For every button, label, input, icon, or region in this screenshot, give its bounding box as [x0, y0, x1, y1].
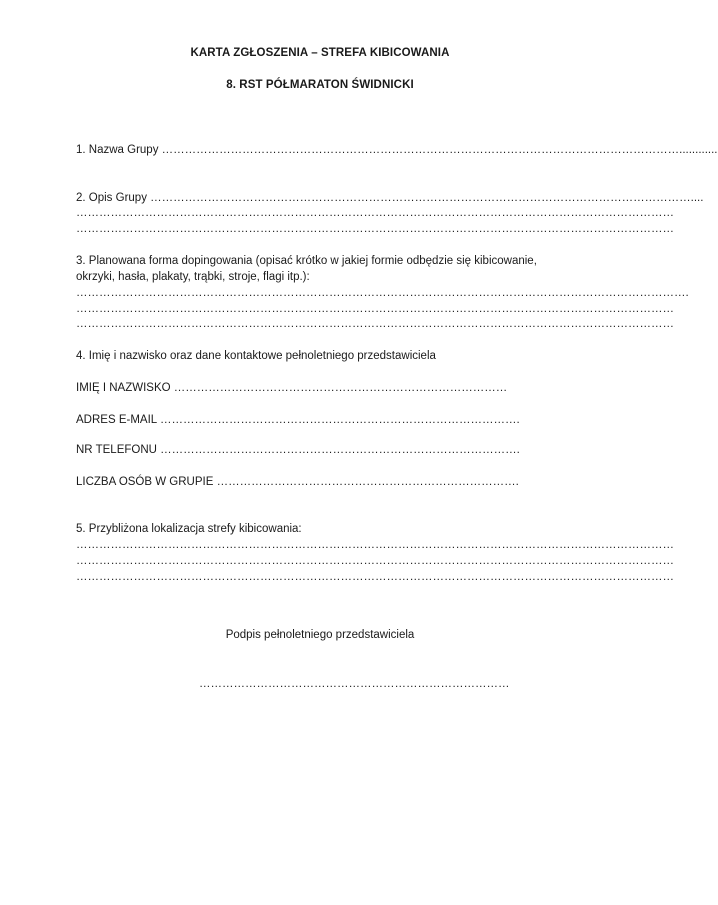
group-name-label: 1. Nazwa Grupy	[76, 144, 162, 156]
group-description-label: 2. Opis Grupy	[76, 192, 151, 204]
group-size-fill: …………………………………………………………………….	[216, 476, 519, 488]
email-fill: ………………………………………………………………………………….	[159, 414, 520, 426]
signature-line[interactable]: ………………………………………………………………………	[199, 678, 510, 690]
location-line[interactable]: …………………………………………………………………………………………………………………………………………	[76, 555, 674, 567]
representative-section-label: 4. Imię i nazwisko oraz dane kontaktowe pełnoletniego przedstawiciela	[76, 350, 436, 362]
cheering-form-line[interactable]: …………………………………………………………………………………………………………………………………………….	[76, 287, 689, 299]
phone-label: NR TELEFONU	[76, 444, 161, 456]
group-description-line[interactable]: …………………………………………………………………………………………………………………………………………	[76, 207, 674, 219]
location-label: 5. Przybliżona lokalizacja strefy kibicowania:	[76, 523, 302, 535]
group-name-fill: ………………………………………………………………………………………………………………………............	[161, 144, 718, 156]
cheering-form-line[interactable]: …………………………………………………………………………………………………………………………………………	[76, 318, 674, 330]
email-field[interactable]	[76, 413, 520, 427]
location-line[interactable]: …………………………………………………………………………………………………………………………………………	[76, 539, 674, 551]
cheering-form-label-line2: okrzyki, hasła, plakaty, trąbki, stroje, flagi itp.):	[76, 271, 310, 283]
cheering-form-label-line1: 3. Planowana forma dopingowania (opisać krótko w jakiej formie odbędzie się kibicowanie,	[76, 255, 537, 267]
full-name-field[interactable]	[76, 381, 508, 395]
full-name-label: IMIĘ I NAZWISKO	[76, 382, 174, 394]
location-line[interactable]: …………………………………………………………………………………………………………………………………………	[76, 571, 674, 583]
email-label: ADRES E-MAIL	[76, 414, 160, 426]
group-size-label: LICZBA OSÓB W GRUPIE	[76, 476, 217, 488]
group-description-line[interactable]: …………………………………………………………………………………………………………………………………………	[76, 223, 674, 235]
form-title: KARTA ZGŁOSZENIA – STREFA KIBICOWANIA	[190, 47, 450, 59]
cheering-form-line[interactable]: …………………………………………………………………………………………………………………………………………	[76, 303, 674, 315]
phone-field[interactable]	[76, 443, 520, 457]
group-name-field[interactable]	[76, 143, 718, 157]
full-name-fill: ……………………………………………………………………………	[173, 382, 508, 394]
group-size-field[interactable]	[76, 475, 519, 489]
signature-label: Podpis pełnoletniego przedstawiciela	[225, 629, 415, 641]
group-description-field[interactable]	[76, 191, 704, 205]
group-description-fill: ……………………………………………………………………………………………………………………………....	[150, 192, 704, 204]
phone-fill: ………………………………………………………………………………….	[160, 444, 520, 456]
form-subtitle: 8. RST PÓŁMARATON ŚWIDNICKI	[226, 79, 414, 91]
